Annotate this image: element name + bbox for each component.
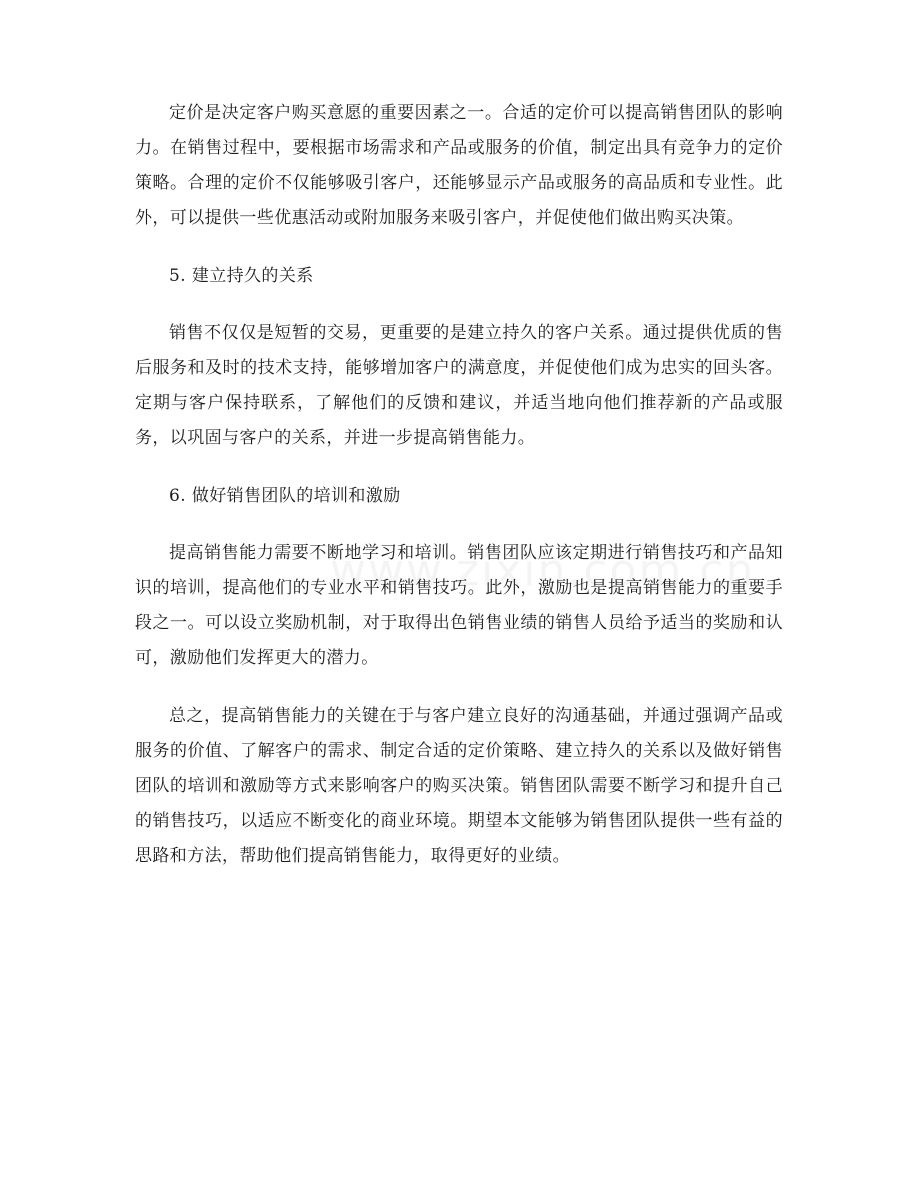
paragraph-pricing: 定价是决定客户购买意愿的重要因素之一。合适的定价可以提高销售团队的影响力。在销售过程中，要根据市场需求和产品或服务的价值，制定出具有竞争力的定价策略。合理的定价不仅能够吸引客户，还能够显示产品或服务的高品质和专业性。此外，可以提供一些优惠活动或附加服务来吸引客户，并促使他们做出购买决策。: [135, 103, 783, 228]
section-heading-6: 6. 做好销售团队的培训和激励: [169, 486, 401, 506]
section-heading-5: 5. 建立持久的关系: [169, 266, 314, 286]
paragraph-training: 提高销售能力需要不断地学习和培训。销售团队应该定期进行销售技巧和产品知识的培训，提高他们的专业水平和销售技巧。此外，激励也是提高销售能力的重要手段之一。可以设立奖励机制，对于取得出色销售业绩的销售人员给予适当的奖励和认可，激励他们发挥更大的潜力。: [135, 543, 783, 668]
paragraph-summary: 总之，提高销售能力的关键在于与客户建立良好的沟通基础，并通过强调产品或服务的价值、了解客户的需求、制定合适的定价策略、建立持久的关系以及做好销售团队的培训和激励等方式来影响客户的购买决策。销售团队需要不断学习和提升自己的销售技巧，以适应不断变化的商业环境。期望本文能够为销售团队提供一些有益的思路和方法，帮助他们提高销售能力，取得更好的业绩。: [135, 706, 783, 866]
paragraph-relationship: 销售不仅仅是短暂的交易，更重要的是建立持久的客户关系。通过提供优质的售后服务和及时的技术支持，能够增加客户的满意度，并促使他们成为忠实的回头客。定期与客户保持联系，了解他们的反馈和建议，并适当地向他们推荐新的产品或服务，以巩固与客户的关系，并进一步提高销售能力。: [135, 323, 783, 448]
document-body: [135, 96, 783, 874]
